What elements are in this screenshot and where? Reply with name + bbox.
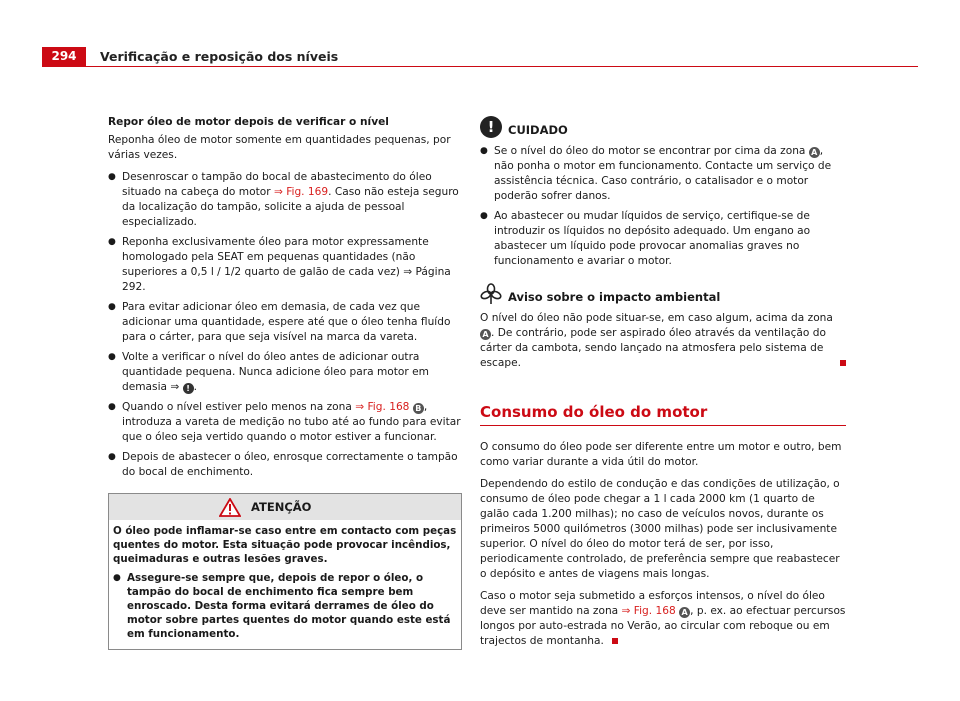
warning-circle-icon[interactable]: ! [183,383,194,394]
zone-badge: A [480,329,491,340]
environment-text: O nível do óleo não pode situar-se, em caso algum, acima da zona A . De contrário, pode ser aspirado óleo através da ventilação do cárter da cambota, sendo lançado na atmosfera pelo sistema de escape. [480,311,846,371]
zone-badge: A [809,147,820,158]
bullet-icon: ● [108,352,116,362]
list-item [480,209,846,269]
list-item-text: Volte a verificar o nível do óleo antes de adicionar outra quantidade pequena. Nunca adicione óleo para motor em demasia ⇒ ! . [122,351,429,393]
environment-header [480,283,846,305]
list-item [108,170,462,230]
paragraph: Dependendo do estilo de condução e das condições de utilização, o consumo de óleo pode chegar a 1 l cada 2000 km (1 quarto de galão cada 1.200 milhas); no caso de veículos novos, durante os primeiros 5000 quilómetros (3000 milhas) pode ser inclusivamente superior. O nível do óleo do motor terá de ser, por isso, periodicamente controlado, de preferência sempre que reabastecer o depósito e antes de viagens mais longas. [480,478,840,580]
figure-link[interactable]: ⇒ Fig. 168 [621,605,676,617]
bullet-icon: ● [113,573,121,583]
list-item [113,571,457,641]
list-item-text: Para evitar adicionar óleo em demasia, de cada vez que adicionar uma quantidade, espere até que o óleo tenha fluído para o cárter, para que seja visível na marca da vareta. [122,301,451,343]
bullet-icon: ● [108,172,116,182]
leaf-icon [480,283,502,305]
figure-link[interactable]: ⇒ Fig. 168 [355,401,410,413]
page-number: 294 [42,47,86,66]
figure-link[interactable]: ⇒ Fig. 169 [273,186,329,198]
bullet-icon: ● [480,211,488,221]
list-item [108,400,462,445]
warning-box-body [109,520,461,649]
warning-box [108,493,462,650]
end-marker-icon [612,638,618,644]
warning-box-title: ATENÇÃO [251,500,312,514]
caution-title: CUIDADO [508,123,568,137]
list-item [108,300,462,345]
list-item [108,235,462,295]
warning-triangle-icon [219,498,241,517]
right-column [480,116,846,656]
list-item-text: Se o nível do óleo do motor se encontrar por cima da zona A , não ponha o motor em funcionamento. Contacte um serviço de assistência técnica. Caso contrário, o catalisador e o motor poderão sofrer danos. [494,145,832,202]
page-title: Verificação e reposição dos níveis [100,49,339,64]
bullet-icon: ● [108,302,116,312]
section-subheading: Repor óleo de motor depois de verificar o nível [108,116,389,128]
paragraph: O consumo do óleo pode ser diferente entre um motor e outro, bem como variar durante a vida útil do motor. [480,441,842,468]
paragraph: Caso o motor seja submetido a esforços intensos, o nível do óleo deve ser mantido na zona ⇒ Fig. 168 A , p. ex. ao efectuar percursos longos por auto-estrada no Verão, ao circular com reboque ou em trajectos de montanha. [480,590,846,647]
bullet-icon: ● [108,237,116,247]
header-rule [42,66,918,67]
bullet-icon: ● [480,146,488,156]
list-item-text: Ao abastecer ou mudar líquidos de serviço, certifique-se de introduzir os líquidos no depósito adequado. Um engano ao abastecer um líquido pode provocar anomalias graves no funcionamento e avariar o motor. [494,210,811,267]
intro-paragraph: Reponha óleo de motor somente em quantidades pequenas, por várias vezes. [108,134,451,161]
section-heading: Consumo do óleo do motor [480,405,846,426]
warning-text: O óleo pode inflamar-se caso entre em contacto com peças quentes do motor. Esta situação pode provocar incêndios, queimaduras e outras lesões graves. [113,525,457,565]
warning-box-header [109,494,461,520]
list-item-text: Quando o nível estiver pelo menos na zona ⇒ Fig. 168 B , introduza a vareta de medição no tubo até ao fundo para evitar que o óleo seja vertido quando o motor estiver a funcionar. [122,401,461,443]
caution-icon: ! [480,116,502,138]
list-item-text: Assegure-se sempre que, depois de repor o óleo, o tampão do bocal de enchimento fica sempre bem enroscado. Desta forma evitará derrames de óleo do motor sobre partes quentes do motor quando este está em funcionamento. [127,572,451,640]
list-item [108,350,462,395]
zone-badge: A [679,607,690,618]
caution-header [480,116,846,138]
list-item-text: Desenroscar o tampão do bocal de abastecimento do óleo situado na cabeça do motor ⇒ Fig. 169. Caso não esteja seguro da localização do tampão, solicite a ajuda de pessoal especializado. [122,171,459,228]
end-marker-icon [840,360,846,366]
list-item [108,450,462,480]
list-item [480,144,846,204]
bullet-icon: ● [108,452,116,462]
left-column [108,115,462,650]
list-item-text: Depois de abastecer o óleo, enrosque correctamente o tampão do bocal de enchimento. [122,451,458,478]
list-item-text: Reponha exclusivamente óleo para motor expressamente homologado pela SEAT em pequenas quantidades (não superiores a 0,5 l / 1/2 quarto de galão de cada vez) ⇒ Página 292. [122,236,451,293]
environment-title: Aviso sobre o impacto ambiental [508,290,721,304]
bullet-icon: ● [108,402,116,412]
zone-badge: B [413,403,424,414]
